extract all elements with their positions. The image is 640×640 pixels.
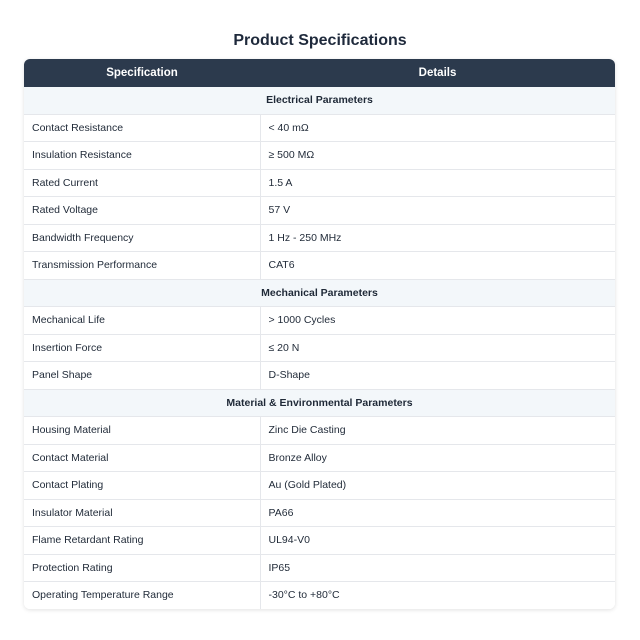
spec-name-cell: Panel Shape [24,362,260,390]
table-row [24,554,615,582]
spec-value-cell: CAT6 [260,252,615,280]
spec-value-cell: > 1000 Cycles [260,307,615,335]
table-row [24,472,615,500]
spec-name-cell: Insulation Resistance [24,142,260,170]
section-title: Electrical Parameters [24,87,615,114]
table-header [24,59,615,87]
column-header-specification: Specification [24,59,260,87]
spec-value-cell: 1 Hz - 250 MHz [260,224,615,252]
spec-table [24,59,615,609]
spec-name-cell: Flame Retardant Rating [24,527,260,555]
spec-name-cell: Insertion Force [24,334,260,362]
spec-value-cell: IP65 [260,554,615,582]
spec-name-cell: Rated Current [24,169,260,197]
section-row [24,279,615,307]
page-title: Product Specifications [233,32,407,49]
table-row [24,197,615,225]
table-row [24,362,615,390]
spec-name-cell: Contact Resistance [24,114,260,142]
section-title: Mechanical Parameters [24,279,615,307]
spec-value-cell: PA66 [260,499,615,527]
spec-value-cell: ≤ 20 N [260,334,615,362]
table-row [24,444,615,472]
spec-value-cell: Au (Gold Plated) [260,472,615,500]
table-body [24,87,615,609]
table-row [24,582,615,609]
table-row [24,334,615,362]
spec-name-cell: Housing Material [24,417,260,445]
spec-value-cell: Zinc Die Casting [260,417,615,445]
spec-name-cell: Contact Material [24,444,260,472]
table-row [24,527,615,555]
spec-name-cell: Rated Voltage [24,197,260,225]
spec-name-cell: Transmission Performance [24,252,260,280]
section-row [24,87,615,114]
spec-value-cell: < 40 mΩ [260,114,615,142]
section-title: Material & Environmental Parameters [24,389,615,417]
table-row [24,417,615,445]
table-row [24,142,615,170]
spec-name-cell: Mechanical Life [24,307,260,335]
column-header-details: Details [260,59,615,87]
spec-value-cell: ≥ 500 MΩ [260,142,615,170]
spec-name-cell: Protection Rating [24,554,260,582]
table-row [24,499,615,527]
table-row [24,114,615,142]
table-row [24,307,615,335]
spec-name-cell: Insulator Material [24,499,260,527]
spec-value-cell: UL94-V0 [260,527,615,555]
spec-value-cell: Bronze Alloy [260,444,615,472]
spec-name-cell: Contact Plating [24,472,260,500]
spec-name-cell: Operating Temperature Range [24,582,260,609]
spec-table-container [24,59,615,609]
header-row [24,59,615,87]
section-row [24,389,615,417]
table-row [24,252,615,280]
spec-value-cell: D-Shape [260,362,615,390]
spec-value-cell: 57 V [260,197,615,225]
spec-value-cell: -30°C to +80°C [260,582,615,609]
spec-name-cell: Bandwidth Frequency [24,224,260,252]
table-row [24,169,615,197]
spec-value-cell: 1.5 A [260,169,615,197]
table-row [24,224,615,252]
